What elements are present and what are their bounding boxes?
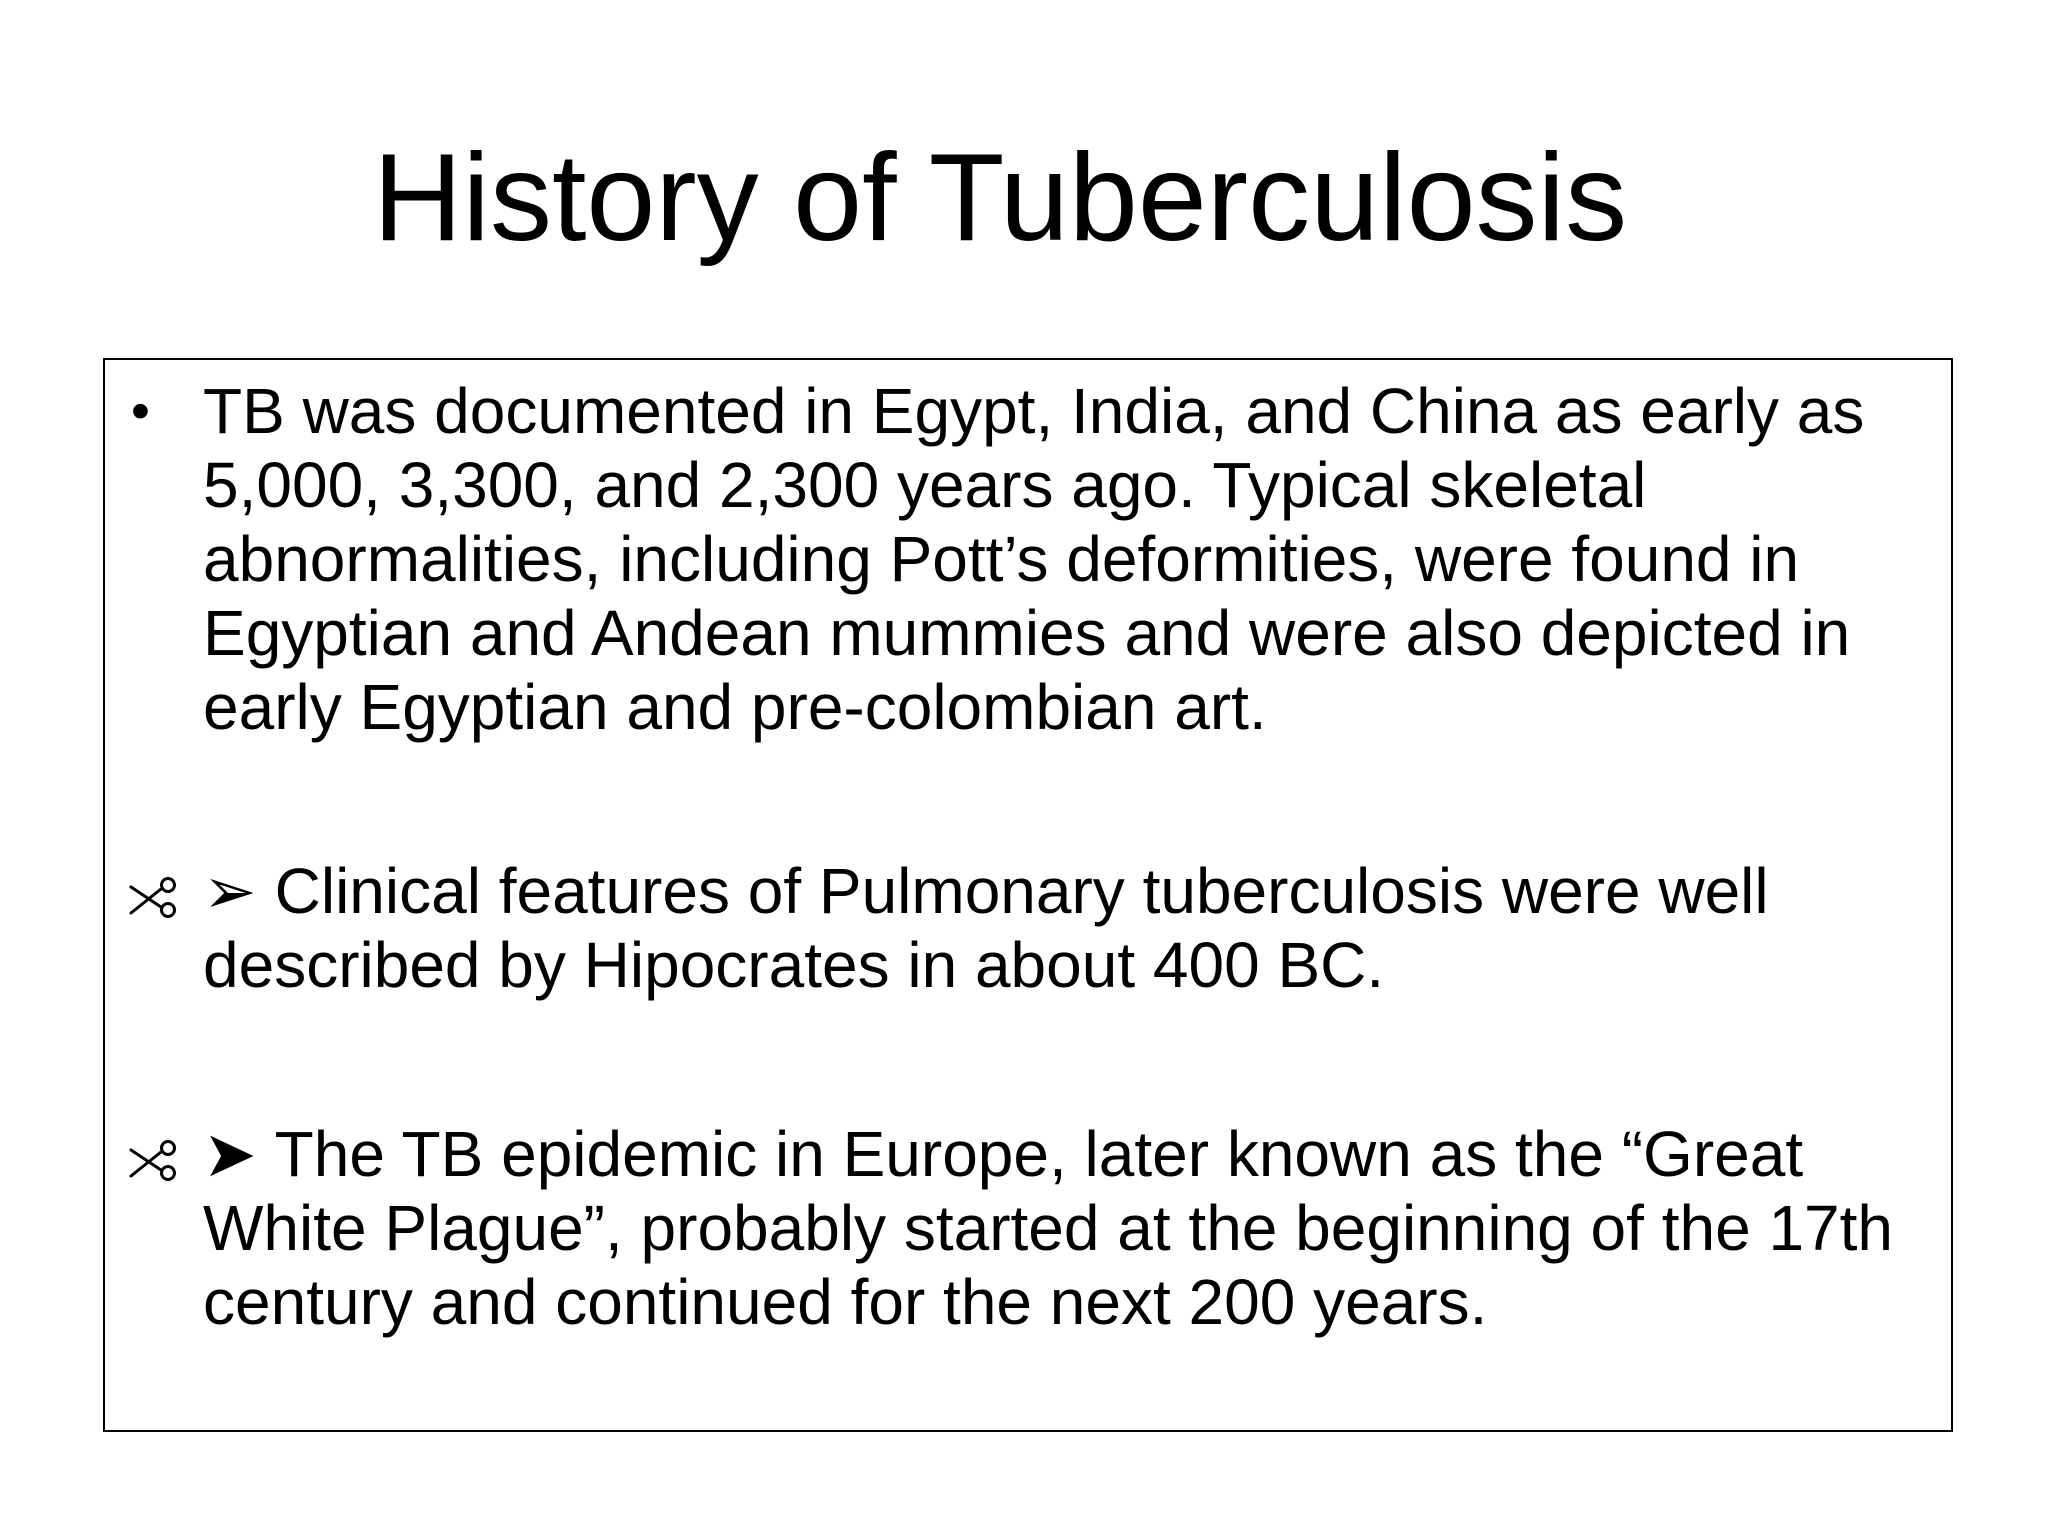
scissors-icon <box>127 1127 183 1177</box>
list-item-text <box>203 1117 1943 1339</box>
arrow-bullet-icon: ➢ <box>203 855 257 927</box>
list-item-text: TB was documented in Egypt, India, and China as early as 5,000, 3,300, and 2,300 years ago. Typical skeletal abnormalities, including Pott’s deformities, were found in Egyptian and Andean mummies and were also depicted in early Egyptian and pre-colombian art. <box>203 375 1865 743</box>
bullet-marker: • <box>131 381 150 441</box>
list-item-label: Clinical features of Pulmonary tuberculosis were well described by Hipocrates in about 400 BC. <box>203 855 1769 1001</box>
slide-title: History of Tuberculosis <box>372 129 1628 267</box>
scissors-icon <box>127 864 183 914</box>
list-item-label: The TB epidemic in Europe, later known as the “Great White Plague”, probably started at the beginning of the 17th century and continued for the next 200 years. <box>203 1118 1893 1338</box>
arrow-bullet-icon: ➤ <box>203 1118 257 1190</box>
list-item-text <box>203 854 1943 1002</box>
content-box <box>103 358 1953 1432</box>
